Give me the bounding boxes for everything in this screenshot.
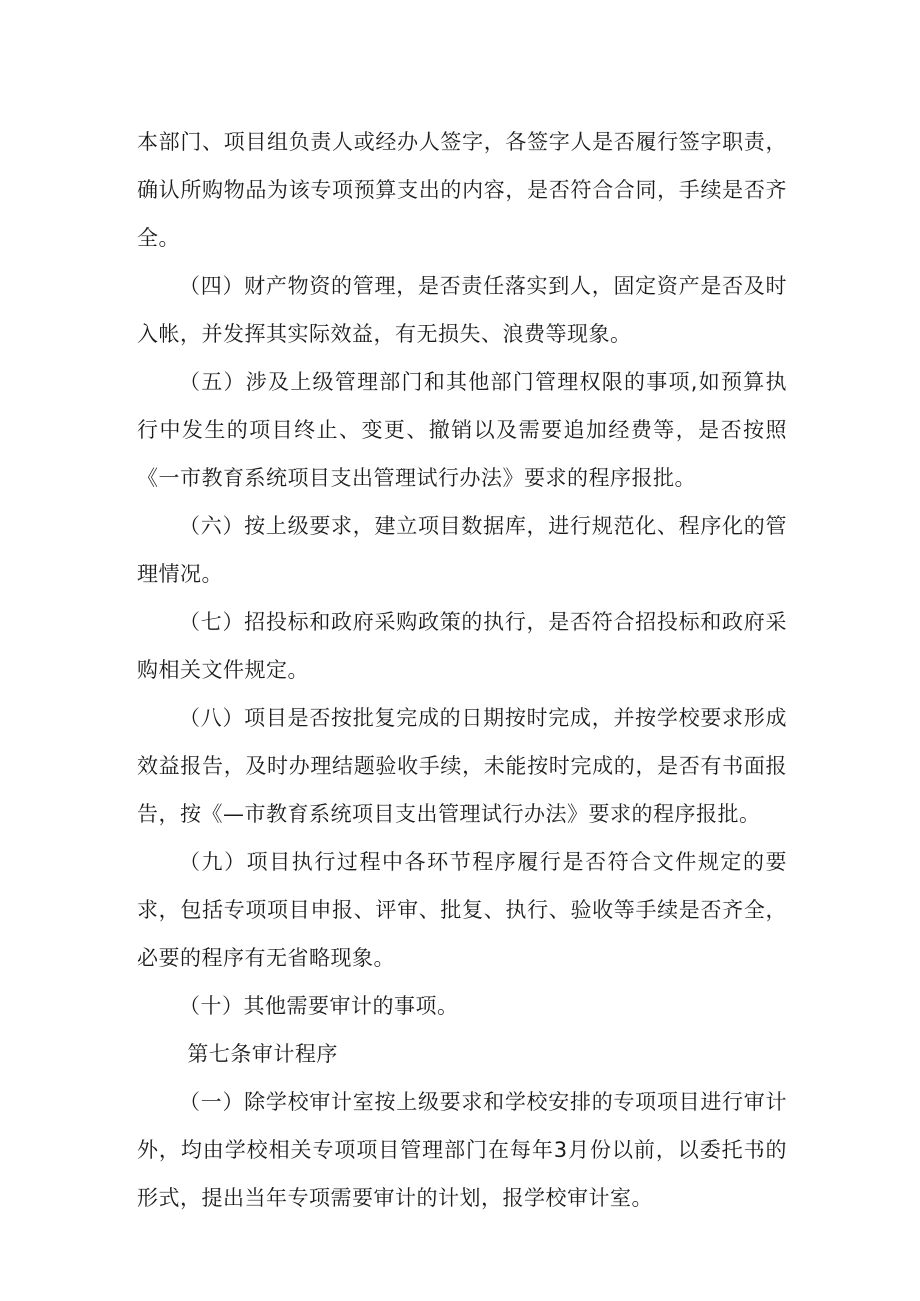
document-body: [137, 118, 787, 1222]
paragraph-item-5: （五）涉及上级管理部门和其他部门管理权限的事项,如预算执行中发生的项目终止、变更、撤销以及需要追加经费等，是否按照《一市教育系统项目支出管理试行办法》要求的程序报批。: [137, 370, 787, 490]
paragraph-procedure-1: （一）除学校审计室按上级要求和学校安排的专项项目进行审计外，均由学校相关专项项目管理部门在每年3月份以前，以委托书的形式，提出当年专项需要审计的计划，报学校审计室。: [137, 1090, 787, 1210]
paragraph-item-10: （十）其他需要审计的事项。: [179, 994, 459, 1018]
paragraph-item-9: （九）项目执行过程中各环节程序履行是否符合文件规定的要求，包括专项项目申报、评审、批复、执行、验收等手续是否齐全，必要的程序有无省略现象。: [137, 850, 787, 970]
paragraph-item-8: （八）项目是否按批复完成的日期按时完成，并按学校要求形成效益报告，及时办理结题验收手续，未能按时完成的，是否有书面报告，按《—市教育系统项目支出管理试行办法》要求的程序报批。: [137, 706, 787, 826]
paragraph-item-6: （六）按上级要求，建立项目数据库，进行规范化、程序化的管理情况。: [137, 514, 787, 586]
article-heading: 第七条审计程序: [187, 1042, 338, 1066]
paragraph-item-7: （七）招投标和政府采购政策的执行，是否符合招投标和政府采购相关文件规定。: [137, 610, 787, 682]
paragraph-continuation: 本部门、项目组负责人或经办人签字，各签字人是否履行签字职责，确认所购物品为该专项预算支出的内容，是否符合合同，手续是否齐全。: [137, 130, 787, 250]
paragraph-item-4: （四）财产物资的管理，是否责任落实到人，固定资产是否及时入帐，并发挥其实际效益，有无损失、浪费等现象。: [137, 274, 787, 346]
